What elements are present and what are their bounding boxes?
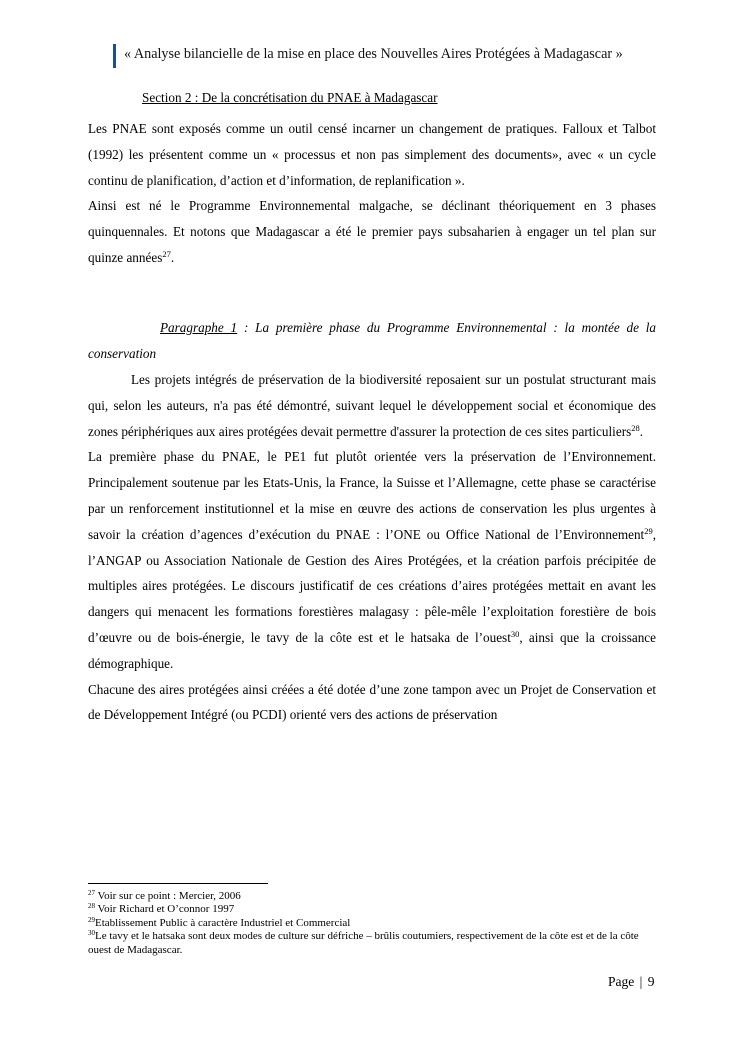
footnote-number: 29 xyxy=(88,915,95,924)
footnote-28 xyxy=(88,903,658,916)
footnote-number: 28 xyxy=(88,902,95,911)
intro-paragraph-2 xyxy=(88,193,656,270)
footnote-ref-29[interactable]: 29 xyxy=(644,525,653,536)
running-header xyxy=(113,42,673,69)
body-paragraph-3-text: Les projets intégrés de préservation de la biodiversité reposaient sur un postulat structurant mais qui, selon les auteurs, n'a pas été démontré, suivant lequel le développement social et économique des zones périphériques aux aires protégées devait permettre d'assurer la protection de ces sites particuliers xyxy=(88,372,656,439)
footnote-text: Etablissement Public à caractère Industriel et Commercial xyxy=(95,916,351,929)
footnote-ref-28[interactable]: 28 xyxy=(631,422,640,433)
page-label: Page xyxy=(608,974,635,989)
footnote-number: 30 xyxy=(88,929,95,938)
paragraph-heading-label: Paragraphe 1 xyxy=(160,320,238,335)
body-paragraph-3 xyxy=(88,367,656,444)
footnote-29 xyxy=(88,917,658,930)
body-paragraph-4-part-a: La première phase du PNAE, le PE1 fut plutôt orientée vers la préservation de l’Environnement. Principalement soutenue par les Etats-Unis, la France, la Suisse et l’Allemagne, cette phase se caractérise par un renforcement institutionnel et la mise en œuvre des actions de conservation les plus urgentes à savoir la création d’agences d’exécution du PNAE : l’ONE ou Office National de l’Environnement xyxy=(88,449,656,542)
body-paragraph-4-part-c: , ainsi que la croissance démographique. xyxy=(88,629,656,671)
footnote-text: Voir Richard et O’connor 1997 xyxy=(95,903,235,916)
intro-paragraph-1: Les PNAE sont exposés comme un outil censé incarner un changement de pratiques. Falloux et Talbot (1992) les présentent comme un « processus et non pas simplement des documents», avec « un cycle continu de planification, d’action et d’information, de replanification ». xyxy=(88,121,656,188)
footnote-ref-30[interactable]: 30 xyxy=(510,628,520,639)
body-paragraph-3-end: . xyxy=(639,423,644,439)
header-title: « Analyse bilancielle de la mise en place des Nouvelles Aires Protégées à Madagascar » xyxy=(124,46,623,62)
body-paragraph-5: Chacune des aires protégées ainsi créées a été dotée d’une zone tampon avec un Projet de Conservation et de Développement Intégré (ou PCDI) orienté vers des actions de préservation xyxy=(88,681,656,723)
header-accent-bar xyxy=(113,44,116,68)
footnote-separator xyxy=(88,883,268,884)
footnote-text: Voir sur ce point : Mercier, 2006 xyxy=(95,890,241,902)
body-paragraph-4-part-b: , l’ANGAP ou Association Nationale de Gestion des Aires Protégées, et la création parfois précipitée de multiples aires protégées. Le discours justificatif de ces créations d’aires protégées mettait en avant les dangers qui menacent les formations forestières malagasy : pêle-mêle l’exploitation forestière de bois d’œuvre ou de bois-énergie, le tavy de la côte est et le hatsaka de l’ouest xyxy=(88,526,656,645)
footnote-number: 27 xyxy=(88,889,95,897)
intro-block xyxy=(88,116,656,271)
page-number-value: 9 xyxy=(647,974,655,989)
page-separator: | xyxy=(639,974,643,989)
paragraph-heading-line xyxy=(88,315,656,367)
body-block xyxy=(88,367,656,728)
section-title: Section 2 : De la concrétisation du PNAE à Madagascar xyxy=(142,90,438,105)
footnotes xyxy=(88,890,658,957)
footnote-ref-27[interactable]: 27 xyxy=(162,248,171,259)
footnote-text: Le tavy et le hatsaka sont deux modes de culture sur défriche – brûlis coutumiers, respectivement de la côte est et de la côte ouest de Madagascar. xyxy=(88,930,639,956)
footnote-30 xyxy=(88,930,658,957)
intro-paragraph-2-text: Ainsi est né le Programme Environnemental malgache, se déclinant théoriquement en 3 phases quinquennales. Et notons que Madagascar a été le premier pays subsaharien à engager un tel plan sur quinze années xyxy=(88,198,656,265)
intro-paragraph-2-end: . xyxy=(170,249,175,265)
paragraph-heading xyxy=(88,315,656,367)
paragraph-heading-text: : La première phase du Programme Environnemental : la montée de la conservation xyxy=(88,320,656,361)
page-number xyxy=(608,974,654,990)
body-paragraph-4 xyxy=(88,444,656,676)
footnote-27 xyxy=(88,890,658,903)
